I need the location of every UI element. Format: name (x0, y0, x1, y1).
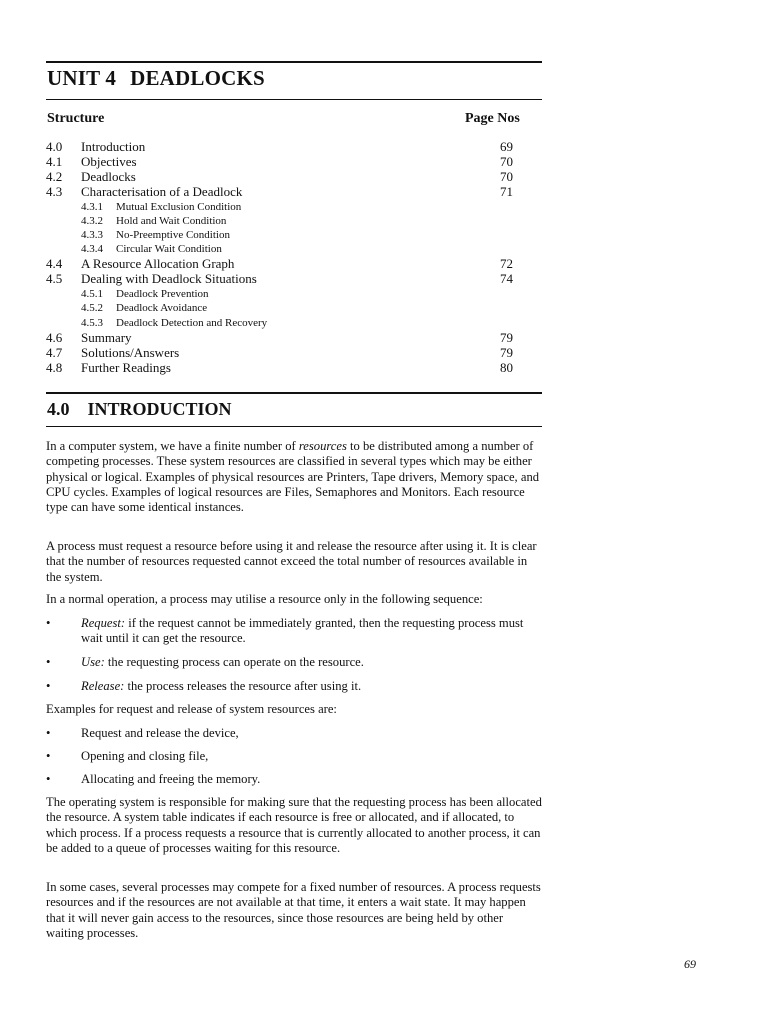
toc-page: 70 (500, 169, 513, 184)
toc-sub-title: Circular Wait Condition (116, 243, 222, 255)
toc-row (0, 169, 768, 184)
compete-paragraph: In some cases, several processes may compete for a fixed number of resources. A process requests resources and if the resources are not available at that time, it enters a wait state. It may happen that it will never gain access to the resources, since those resources are being held by other waiting processes. (46, 880, 541, 940)
toc-page: 74 (500, 271, 513, 286)
unit-title (47, 66, 265, 91)
toc-row (0, 139, 768, 154)
toc-sub-number: 4.5.1 (81, 288, 103, 300)
toc-page: 72 (500, 256, 513, 271)
toc-row (0, 184, 768, 199)
toc-pages-header: Page Nos (465, 111, 520, 126)
toc-number: 4.4 (46, 256, 63, 271)
bullet-icon: • (46, 616, 51, 630)
bullet-icon: • (46, 679, 51, 693)
page-number: 69 (684, 957, 696, 971)
section-top-rule (46, 392, 542, 394)
bullet-icon: • (46, 726, 51, 740)
term: Request: (81, 616, 126, 630)
toc-sub-number: 4.5.3 (81, 317, 103, 329)
toc-number: 4.5 (46, 271, 63, 286)
toc-row (0, 345, 768, 360)
toc-row (0, 256, 768, 271)
bullet-text (81, 679, 541, 694)
section-number: 4.0 (47, 399, 70, 419)
toc-sub-title: Deadlock Prevention (116, 288, 209, 300)
toc-subrow (0, 287, 768, 301)
toc-title: A Resource Allocation Graph (81, 256, 235, 271)
emphasis-resources: resources (298, 439, 347, 453)
toc-sub-number: 4.3.4 (81, 243, 103, 255)
toc-sub-number: 4.3.1 (81, 201, 103, 213)
toc-sub-number: 4.3.3 (81, 229, 103, 241)
bullet-text: Opening and closing file, (81, 749, 209, 763)
section-name: INTRODUCTION (87, 399, 232, 419)
bullet-text: Allocating and freeing the memory. (81, 772, 261, 786)
toc-row (0, 360, 768, 375)
toc-page: 69 (500, 139, 513, 154)
toc-number: 4.8 (46, 360, 63, 375)
toc-title: Solutions/Answers (81, 345, 180, 360)
toc-subrow (0, 316, 768, 330)
unit-number: UNIT 4 (47, 66, 117, 90)
term: Release: (81, 679, 125, 693)
toc-number: 4.3 (46, 184, 63, 199)
toc-subrow (0, 242, 768, 256)
toc-subrow (0, 200, 768, 214)
toc-structure-header: Structure (47, 111, 105, 126)
toc-page: 79 (500, 330, 513, 345)
text-run: if the request cannot be immediately granted, then the requesting process must wait until it can get the resource. (81, 616, 524, 646)
toc-row (0, 271, 768, 286)
os-paragraph: The operating system is responsible for making sure that the requesting process has been allocated the resource. A system table indicates if each resource is free or allocated, and if allocated, to which process. If a process requests a resource that is currently allocated to another process, it can be added to a queue of processes waiting for this resource. (46, 795, 542, 855)
toc-row (0, 330, 768, 345)
toc-title: Summary (81, 330, 132, 345)
bullet-icon: • (46, 749, 51, 763)
toc-page: 80 (500, 360, 513, 375)
bullet-text (81, 655, 541, 670)
toc-sub-title: Deadlock Avoidance (116, 302, 208, 314)
toc-title: Dealing with Deadlock Situations (81, 271, 257, 286)
toc-subrow (0, 301, 768, 315)
request-paragraph: A process must request a resource before using it and release the resource after using it. It is clear that the number of resources requested cannot exceed the total number of resources available in the system. (46, 539, 537, 584)
sequence-intro: In a normal operation, a process may utilise a resource only in the following sequence: (46, 592, 483, 606)
section-bottom-rule (46, 426, 542, 427)
title-rule (46, 99, 542, 100)
text-run: In a computer system, we have a finite number of (46, 439, 299, 453)
examples-intro: Examples for request and release of system resources are: (46, 702, 337, 716)
term: Use: (81, 655, 105, 669)
toc-number: 4.2 (46, 169, 63, 184)
toc-number: 4.0 (46, 139, 63, 154)
toc-title: Characterisation of a Deadlock (81, 184, 243, 199)
toc-subrow (0, 228, 768, 242)
toc-number: 4.6 (46, 330, 63, 345)
toc-title: Introduction (81, 139, 146, 154)
toc-sub-title: Deadlock Detection and Recovery (116, 317, 268, 329)
toc-sub-title: Hold and Wait Condition (116, 215, 227, 227)
text-run: the requesting process can operate on the resource. (104, 655, 364, 669)
toc-row (0, 154, 768, 169)
bullet-icon: • (46, 772, 51, 786)
toc-sub-number: 4.5.2 (81, 302, 103, 314)
section-title (47, 399, 232, 420)
bullet-icon: • (46, 655, 51, 669)
text-run: the process releases the resource after using it. (124, 679, 362, 693)
bullet-text: Request and release the device, (81, 726, 239, 740)
intro-paragraph (46, 439, 542, 515)
bullet-text (81, 616, 541, 647)
toc-number: 4.1 (46, 154, 63, 169)
toc-page: 79 (500, 345, 513, 360)
toc-page: 71 (500, 184, 513, 199)
toc-sub-title: No-Preemptive Condition (116, 229, 230, 241)
toc-subrow (0, 214, 768, 228)
toc-number: 4.7 (46, 345, 63, 360)
toc-sub-title: Mutual Exclusion Condition (116, 201, 242, 213)
toc-page: 70 (500, 154, 513, 169)
top-rule (46, 61, 542, 63)
text-run: to be distributed among a number of competing processes. These system resources are classified in several types which may be either physical or logical. Examples of physical resources are Printers, Tape drivers, Memory space, and CPU cycles. Examples of logical resources are Files, Semaphores and Monitors. Each resource type can have some identical instances. (46, 439, 540, 515)
unit-name: DEADLOCKS (130, 66, 265, 90)
toc-title: Objectives (81, 154, 137, 169)
toc-title: Further Readings (81, 360, 171, 375)
toc-title: Deadlocks (81, 169, 136, 184)
toc-sub-number: 4.3.2 (81, 215, 103, 227)
